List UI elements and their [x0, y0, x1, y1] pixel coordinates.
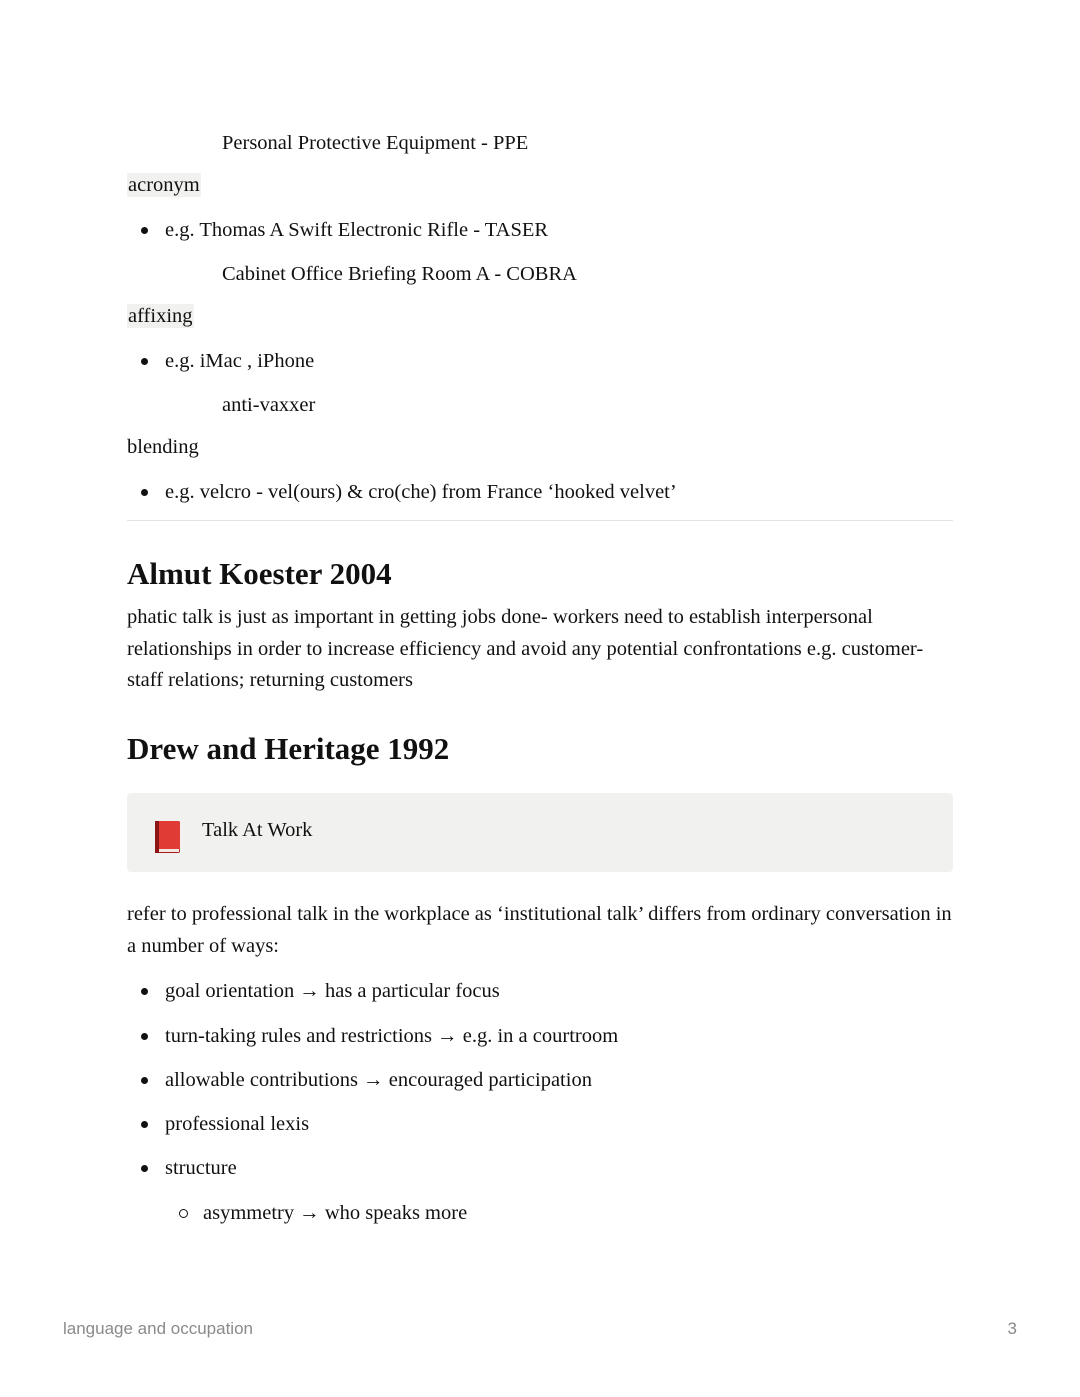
page-number: 3 — [1007, 1319, 1017, 1338]
list-item: structure — [165, 1157, 237, 1179]
sub-list-item: asymmetry → who speaks more — [203, 1202, 468, 1224]
list-item: e.g. velcro - vel(ours) & cro(che) from France ‘hooked velvet’ — [165, 481, 677, 503]
list-item: allowable contributions → encouraged participation — [165, 1069, 592, 1091]
red-book-icon — [152, 819, 182, 855]
list-item: turn-taking rules and restrictions → e.g. in a courtroom — [165, 1025, 619, 1047]
divider — [127, 520, 953, 521]
paragraph: refer to professional talk in the workplace as ‘institutional talk’ differs from ordinary conversation in a number of ways: — [127, 903, 952, 957]
example-line: anti-vaxxer — [222, 394, 316, 416]
footer-title: language and occupation — [63, 1319, 253, 1338]
list-item: e.g. iMac , iPhone — [165, 350, 315, 372]
example-line: Cabinet Office Briefing Room A - COBRA — [222, 263, 577, 285]
example-line: Personal Protective Equipment - PPE — [222, 132, 529, 154]
section-heading: Drew and Heritage 1992 — [127, 731, 450, 766]
callout-block — [127, 793, 953, 872]
term-label: affixing — [128, 305, 193, 327]
list-item: e.g. Thomas A Swift Electronic Rifle - TASER — [165, 219, 549, 241]
list-item: professional lexis — [165, 1113, 310, 1135]
term-label: blending — [127, 436, 199, 458]
callout-text: Talk At Work — [202, 819, 313, 841]
section-heading: Almut Koester 2004 — [127, 556, 392, 591]
paragraph: phatic talk is just as important in getting jobs done- workers need to establish interpersonal relationships in order to increase efficiency and avoid any potential confrontations e.g. customer-staff relations; returning customers — [127, 606, 924, 691]
list-item: goal orientation → has a particular focus — [165, 980, 500, 1002]
term-label: acronym — [128, 174, 200, 196]
